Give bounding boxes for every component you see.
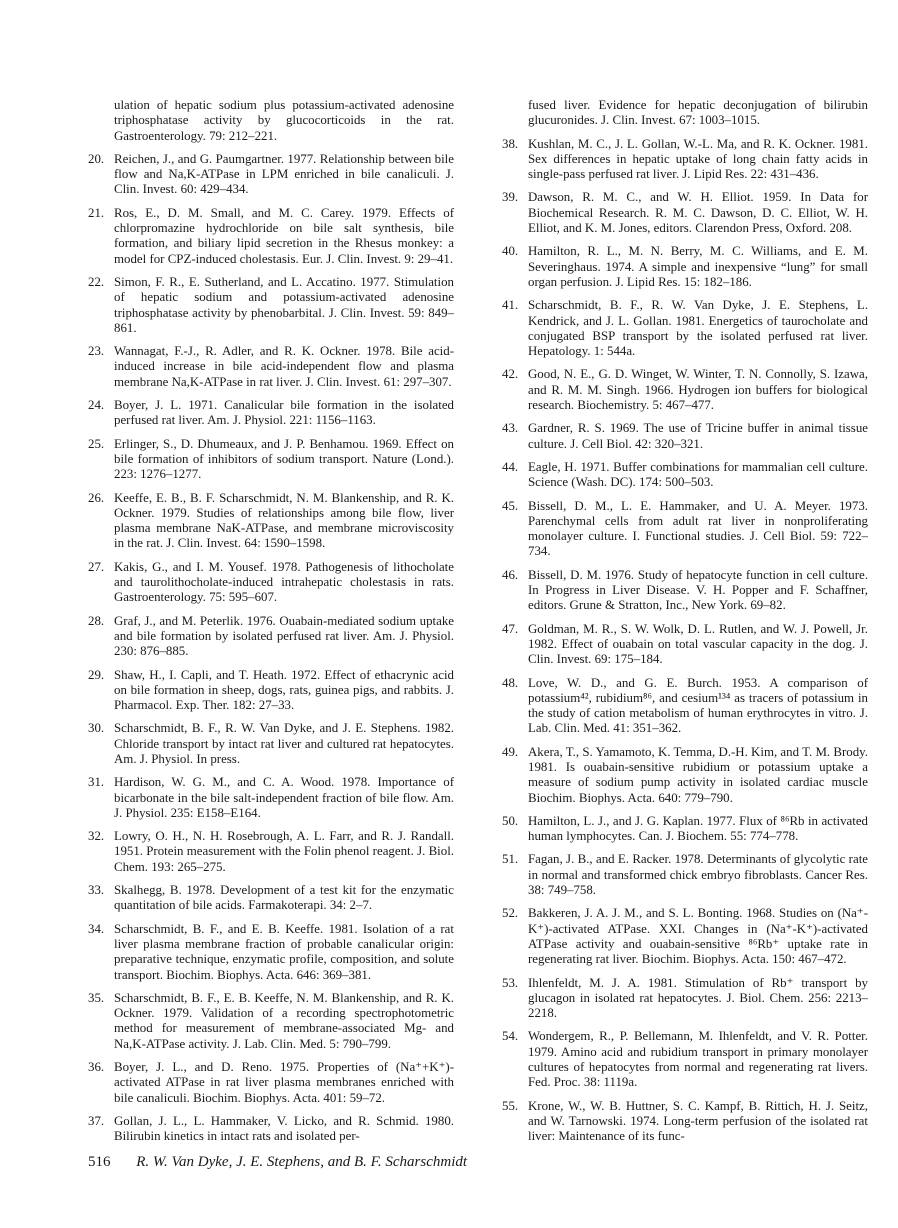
reference-number: 28.: [88, 613, 105, 628]
reference-entry: [88, 398, 454, 429]
reference-entry: [88, 206, 454, 267]
reference-text: Ihlenfeldt, M. J. A. 1981. Stimulation of Rb⁺ transport by glucagon in isolated rat hepatocytes. J. Biol. Chem. 256: 2213–2218.: [528, 975, 868, 1021]
reference-entry: [88, 991, 454, 1052]
reference-entry: [502, 568, 868, 614]
references-left-column: [88, 98, 454, 1153]
reference-number: 38.: [502, 136, 519, 151]
reference-entry: [502, 745, 868, 806]
reference-text: Simon, F. R., E. Sutherland, and L. Accatino. 1977. Stimulation of hepatic sodium and potassium-activated adenosine triphosphatase activity by phenobarbital. J. Clin. Invest. 59: 849–861.: [114, 274, 454, 335]
reference-text: Akera, T., S. Yamamoto, K. Temma, D.-H. Kim, and T. M. Brody. 1981. Is ouabain-sensitive rubidium or potassium uptake a measure of sodium pump activity in isolated cardiac muscle Biochim. Biophys. Acta. 640: 779–790.: [528, 744, 868, 805]
reference-text: Fagan, J. B., and E. Racker. 1978. Determinants of glycolytic rate in normal and transformed chick embryo fibroblasts. Cancer Res. 38: 749–758.: [528, 852, 868, 898]
reference-text: Lowry, O. H., N. H. Rosebrough, A. L. Farr, and R. J. Randall. 1951. Protein measurement with the Folin phenol reagent. J. Biol. Chem. 193: 265–275.: [114, 829, 454, 874]
reference-entry: [88, 1060, 454, 1106]
reference-number: 52.: [502, 906, 519, 921]
reference-number: 26.: [88, 490, 105, 505]
reference-text: Dawson, R. M. C., and W. H. Elliot. 1959. In Data for Biochemical Research. R. M. C. Dawson, D. C. Elliot, W. H. Elliot, and K. M. Jones, editors. Clarendon Press, Oxford. 208.: [528, 190, 868, 236]
reference-text: Boyer, J. L. 1971. Canalicular bile formation in the isolated perfused rat liver. Am. J. Physiol. 221: 1156–1163.: [114, 398, 454, 428]
reference-entry: [502, 421, 868, 452]
reference-text: Ros, E., D. M. Small, and M. C. Carey. 1979. Effects of chlorpromazine hydrochloride on bile salt synthesis, bile formation, and biliary lipid secretion in the Rhesus monkey: a model for CPZ-induced cholestasis. Eur. J. Clin. Invest. 9: 29–41.: [114, 205, 454, 266]
running-authors: R. W. Van Dyke, J. E. Stephens, and B. F. Scharschmidt: [136, 1154, 468, 1170]
reference-number: 55.: [502, 1098, 519, 1113]
reference-text: Love, W. D., and G. E. Burch. 1953. A comparison of potassium⁴², rubidium⁸⁶, and cesium¹³⁴ as tracers of potassium in the study of cation metabolism of human erythrocytes in vitro. J. Lab. Clin. Med. 41: 351–362.: [528, 675, 868, 736]
reference-number: 46.: [502, 567, 519, 582]
reference-number: 32.: [88, 829, 105, 844]
reference-text: Skalhegg, B. 1978. Development of a test kit for the enzymatic quantitation of bile acids. Farmakoterapi. 34: 2–7.: [114, 883, 454, 913]
reference-entry: [88, 775, 454, 821]
reference-entry: [88, 344, 454, 390]
reference-number: 31.: [88, 775, 105, 790]
reference-number: 44.: [502, 459, 519, 474]
reference-text: fused liver. Evidence for hepatic deconjugation of bilirubin glucuronides. J. Clin. Invest. 67: 1003–1015.: [528, 98, 868, 128]
reference-entry: [88, 721, 454, 767]
reference-entry: [88, 152, 454, 198]
reference-text: Shaw, H., I. Capli, and T. Heath. 1972. Effect of ethacrynic acid on bile formation in sheep, dogs, rats, guinea pigs, and rabbits. J. Pharmacol. Exp. Ther. 182: 27–33.: [114, 667, 454, 713]
reference-entry: [502, 676, 868, 737]
reference-entry: [88, 614, 454, 660]
reference-number: 53.: [502, 975, 519, 990]
reference-entry: [502, 244, 868, 290]
reference-number: 36.: [88, 1060, 105, 1075]
reference-entry: [502, 852, 868, 898]
reference-number: 33.: [88, 883, 105, 898]
reference-text: Gardner, R. S. 1969. The use of Tricine buffer in animal tissue culture. J. Cell Biol. 42: 320–321.: [528, 421, 868, 451]
reference-entry: [502, 460, 868, 491]
reference-entry: [502, 622, 868, 668]
reference-text: Scharschmidt, B. F., R. W. Van Dyke, J. E. Stephens, L. Kendrick, and J. L. Gollan. 1981. Energetics of taurocholate and conjugated BSP transport by the isolated perfused rat liver. Hepatology. 1: 544a.: [528, 298, 868, 359]
reference-number: 21.: [88, 205, 105, 220]
reference-text: Hamilton, R. L., M. N. Berry, M. C. Williams, and E. M. Severinghaus. 1974. A simple and inexpensive “lung” for small organ perfusion. J. Lipid Res. 15: 182–186.: [528, 244, 868, 289]
reference-number: 50.: [502, 813, 519, 828]
reference-number: 49.: [502, 744, 519, 759]
reference-number: 24.: [88, 398, 105, 413]
reference-text: Graf, J., and M. Peterlik. 1976. Ouabain-mediated sodium uptake and bile formation by isolated perfused rat liver. Am. J. Physiol. 230: 876–885.: [114, 613, 454, 659]
reference-text: Scharschmidt, B. F., R. W. Van Dyke, and J. E. Stephens. 1982. Chloride transport by intact rat liver and cultured rat hepatocytes. Am. J. Physiol. In press.: [114, 721, 454, 766]
reference-text: Keeffe, E. B., B. F. Scharschmidt, N. M. Blankenship, and R. K. Ockner. 1979. Studies of relationships among bile flow, liver plasma membrane NaK-ATPase, and membrane microviscosity in the rat. J. Clin. Invest. 64: 1590–1598.: [114, 490, 454, 551]
reference-entry: [502, 814, 868, 845]
reference-number: 30.: [88, 721, 105, 736]
reference-number: 54.: [502, 1029, 519, 1044]
reference-continuation: [502, 98, 868, 129]
reference-entry: [88, 491, 454, 552]
reference-number: 25.: [88, 436, 105, 451]
reference-number: 45.: [502, 498, 519, 513]
reference-number: 42.: [502, 367, 519, 382]
reference-number: 43.: [502, 421, 519, 436]
reference-entry: [88, 275, 454, 336]
reference-number: 48.: [502, 675, 519, 690]
reference-text: Goldman, M. R., S. W. Wolk, D. L. Rutlen, and W. J. Powell, Jr. 1982. Effect of ouabain on total vascular capacity in the dog. J. Clin. Invest. 69: 175–184.: [528, 621, 868, 667]
reference-entry: [502, 1029, 868, 1090]
reference-number: 41.: [502, 298, 519, 313]
reference-text: Good, N. E., G. D. Winget, W. Winter, T. N. Connolly, S. Izawa, and R. M. M. Singh. 1966. Hydrogen ion buffers for biological research. Biochemistry. 5: 467–477.: [528, 367, 868, 413]
reference-number: 37.: [88, 1113, 105, 1128]
reference-text: Wondergem, R., P. Bellemann, M. Ihlenfeldt, and V. R. Potter. 1979. Amino acid and rubidium transport in primary monolayer cultures of hepatocytes from normal and regenerating rat livers. Fed. Proc. 38: 1119a.: [528, 1029, 868, 1090]
reference-entry: [502, 499, 868, 560]
reference-number: 34.: [88, 921, 105, 936]
reference-text: Hardison, W. G. M., and C. A. Wood. 1978. Importance of bicarbonate in the bile salt-independent fraction of bile flow. Am. J. Physiol. 235: E158–E164.: [114, 775, 454, 820]
reference-entry: [502, 137, 868, 183]
reference-number: 35.: [88, 990, 105, 1005]
reference-number: 23.: [88, 344, 105, 359]
reference-number: 20.: [88, 151, 105, 166]
reference-text: Krone, W., W. B. Huttner, S. C. Kampf, B. Rittich, H. J. Seitz, and W. Tarnowski. 1974. Long-term perfusion of the isolated rat liver: Maintenance of its func-: [528, 1098, 868, 1144]
reference-number: 29.: [88, 667, 105, 682]
reference-text: Boyer, J. L., and D. Reno. 1975. Properties of (Na⁺+K⁺)-activated ATPase in rat liver plasma membranes enriched with bile canaliculi. Biochim. Biophys. Acta. 401: 59–72.: [114, 1060, 454, 1105]
reference-entry: [502, 190, 868, 236]
reference-text: Wannagat, F.-J., R. Adler, and R. K. Ockner. 1978. Bile acid-induced increase in bile acid-independent flow and plasma membrane Na,K-ATPase in rat liver. J. Clin. Invest. 61: 297–307.: [114, 344, 454, 389]
reference-entry: [88, 437, 454, 483]
reference-text: Bissell, D. M. 1976. Study of hepatocyte function in cell culture. In Progress in Liver Disease. V. H. Popper and F. Schaffner, editors. Grune & Stratton, Inc., New York. 69–82.: [528, 567, 868, 613]
reference-entry: [502, 1099, 868, 1145]
reference-entry: [502, 298, 868, 359]
reference-entry: [88, 883, 454, 914]
reference-text: ulation of hepatic sodium plus potassium-activated adenosine triphosphatase activity by glucocorticoids in the rat. Gastroenterology. 79: 212–221.: [114, 98, 454, 143]
reference-entry: [88, 829, 454, 875]
reference-text: Erlinger, S., D. Dhumeaux, and J. P. Benhamou. 1969. Effect on bile formation of inhibitors of sodium transport. Nature (Lond.). 223: 1276–1277.: [114, 436, 454, 482]
reference-text: Scharschmidt, B. F., E. B. Keeffe, N. M. Blankenship, and R. K. Ockner. 1979. Validation of a recording spectrophotometric method for measurement of membrane-associated Mg- and Na,K-ATPase activity. J. Lab. Clin. Med. 5: 790–799.: [114, 990, 454, 1051]
reference-text: Bakkeren, J. A. J. M., and S. L. Bonting. 1968. Studies on (Na⁺-K⁺)-activated ATPase. XXI. Changes in (Na⁺-K⁺)-activated ATPase activity and ouabain-sensitive ⁸⁶Rb⁺ uptake rate in regenerating rat liver. Biochim. Biophys. Acta. 150: 467–472.: [528, 906, 868, 967]
reference-text: Scharschmidt, B. F., and E. B. Keeffe. 1981. Isolation of a rat liver plasma membrane fraction of probable canalicular origin: preparative technique, enzymatic profile, composition, and solute transport. Biochim. Biophys. Acta. 646: 369–381.: [114, 921, 454, 982]
reference-number: 39.: [502, 190, 519, 205]
reference-text: Gollan, J. L., L. Hammaker, V. Licko, and R. Schmid. 1980. Bilirubin kinetics in intact rats and isolated per-: [114, 1113, 454, 1144]
reference-text: Hamilton, L. J., and J. G. Kaplan. 1977. Flux of ⁸⁶Rb in activated human lymphocytes. Can. J. Biochem. 55: 774–778.: [528, 813, 868, 844]
reference-text: Kakis, G., and I. M. Yousef. 1978. Pathogenesis of lithocholate and taurolithocholate-induced intrahepatic cholestasis in rats. Gastroenterology. 75: 595–607.: [114, 559, 454, 605]
reference-entry: [502, 976, 868, 1022]
reference-number: 22.: [88, 274, 105, 289]
reference-entry: [88, 922, 454, 983]
reference-entry: [88, 668, 454, 714]
reference-entry: [502, 906, 868, 967]
reference-number: 51.: [502, 852, 519, 867]
reference-entry: [502, 367, 868, 413]
reference-text: Reichen, J., and G. Paumgartner. 1977. Relationship between bile flow and Na,K-ATPase in LPM enriched in bile canaliculi. J. Clin. Invest. 60: 429–434.: [114, 151, 454, 197]
reference-text: Eagle, H. 1971. Buffer combinations for mammalian cell culture. Science (Wash. DC). 174: 500–503.: [528, 459, 868, 490]
reference-text: Kushlan, M. C., J. L. Gollan, W.-L. Ma, and R. K. Ockner. 1981. Sex differences in hepatic uptake of long chain fatty acids in single-pass perfused rat liver. J. Lipid Res. 22: 431–436.: [528, 136, 868, 182]
reference-entry: [88, 560, 454, 606]
reference-number: 47.: [502, 621, 519, 636]
page-number: 516: [88, 1154, 111, 1170]
reference-number: 27.: [88, 559, 105, 574]
reference-number: 40.: [502, 244, 519, 259]
references-right-column: [502, 98, 868, 1153]
page-footer: [88, 1153, 467, 1171]
reference-text: Bissell, D. M., L. E. Hammaker, and U. A. Meyer. 1973. Parenchymal cells from adult rat liver in nonproliferating monolayer culture. I. Functional studies. J. Cell Biol. 59: 722–734.: [528, 498, 868, 559]
reference-continuation: [88, 98, 454, 144]
reference-entry: [88, 1114, 454, 1145]
